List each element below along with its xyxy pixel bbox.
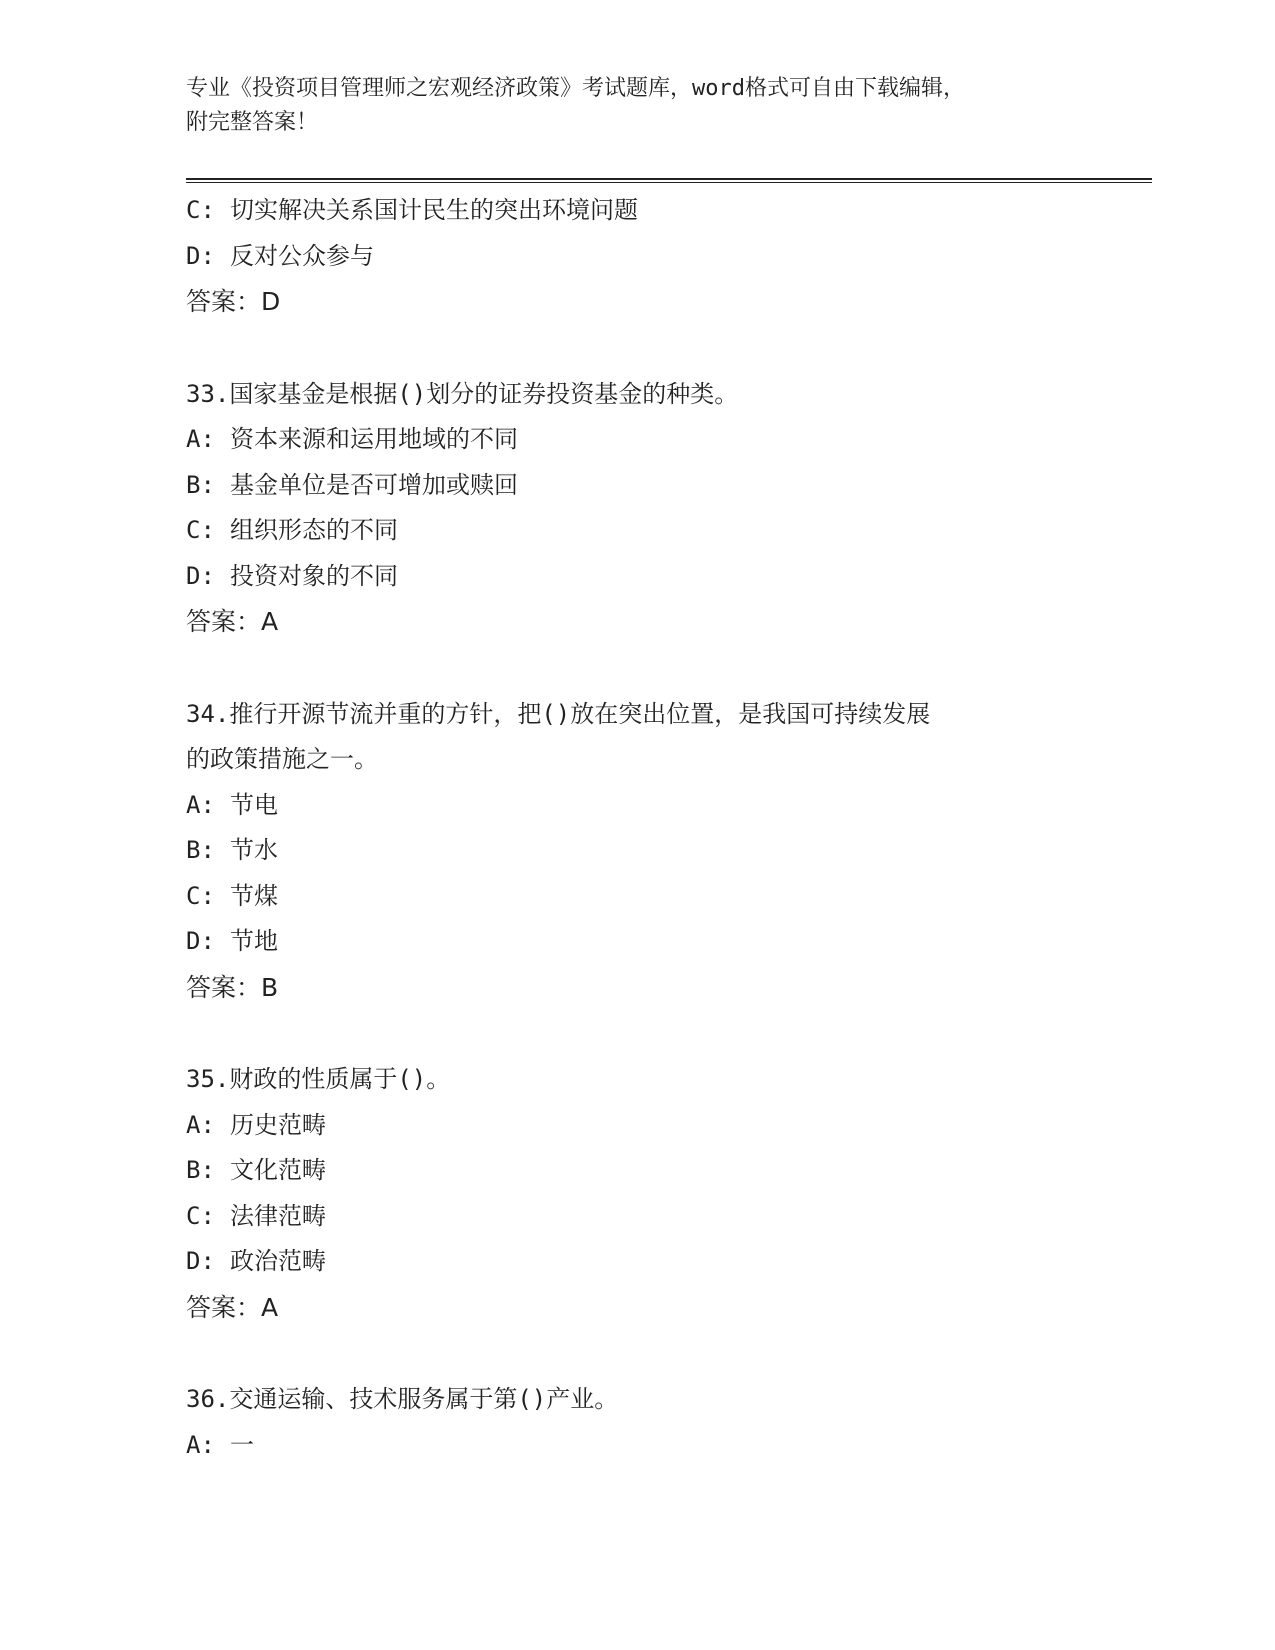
option-c (186, 1194, 1086, 1240)
question-text: 35.财政的性质属于()。 (186, 1065, 451, 1093)
option-c (186, 874, 1086, 920)
question-35 (186, 1057, 1086, 1330)
answer-line: 答案：D (186, 287, 281, 316)
question-list (186, 188, 1086, 1468)
option-key: D: (186, 241, 215, 270)
option-text: 法律范畴 (230, 1201, 326, 1230)
option-b (186, 463, 1086, 509)
option-key: C: (186, 196, 215, 224)
option-text: 反对公众参与 (230, 241, 374, 270)
question-33 (186, 372, 1086, 645)
option-key: C: (186, 1201, 215, 1230)
option-d (186, 919, 1086, 965)
option-text: 文化范畴 (230, 1156, 326, 1184)
question-34 (186, 692, 1086, 1011)
question-36 (186, 1377, 1086, 1468)
question-32-continued (186, 188, 1086, 325)
option-d (186, 554, 1086, 600)
option-text: 节电 (230, 790, 278, 819)
question-spacer (186, 1330, 1086, 1377)
option-key: A: (186, 790, 215, 819)
question-text-line-2: 的政策措施之一。 (186, 745, 378, 773)
option-a (186, 783, 1086, 829)
option-text: 切实解决关系国计民生的突出环境问题 (230, 196, 638, 224)
document-header (186, 72, 1066, 140)
question-text: 36.交通运输、技术服务属于第()产业。 (186, 1385, 619, 1413)
option-key: C: (186, 516, 215, 544)
option-c (186, 508, 1086, 554)
question-spacer (186, 645, 1086, 692)
option-key: B: (186, 1156, 215, 1184)
option-b (186, 1148, 1086, 1194)
option-key: C: (186, 881, 215, 910)
option-text: 资本来源和运用地域的不同 (230, 425, 518, 453)
option-key: D: (186, 561, 215, 590)
answer-line: 答案：A (186, 1292, 279, 1322)
option-text: 政治范畴 (230, 1247, 326, 1275)
option-a (186, 1103, 1086, 1149)
option-text: 基金单位是否可增加或赎回 (230, 470, 518, 499)
option-key: A: (186, 1110, 215, 1139)
question-text: 33.国家基金是根据()划分的证券投资基金的种类。 (186, 379, 739, 408)
option-key: A: (186, 425, 215, 453)
answer-line: 答案：A (186, 607, 279, 636)
option-text: 投资对象的不同 (230, 561, 398, 590)
option-a (186, 1423, 1086, 1469)
option-text: 一 (230, 1430, 254, 1459)
option-a (186, 417, 1086, 463)
option-c (186, 188, 1086, 234)
option-key: A: (186, 1430, 215, 1459)
answer-line: 答案：B (186, 972, 279, 1002)
option-d (186, 234, 1086, 280)
question-spacer (186, 325, 1086, 372)
header-line-1: 专业《投资项目管理师之宏观经济政策》考试题库，word格式可自由下载编辑， (186, 76, 965, 101)
option-d (186, 1239, 1086, 1285)
option-text: 节水 (230, 836, 278, 864)
header-divider (186, 178, 1152, 183)
option-key: D: (186, 1247, 215, 1275)
option-text: 节地 (230, 927, 278, 955)
option-key: D: (186, 927, 215, 955)
option-key: B: (186, 470, 215, 499)
option-key: B: (186, 836, 215, 864)
option-text: 历史范畴 (230, 1110, 326, 1139)
header-line-2: 附完整答案！ (186, 110, 319, 135)
option-b (186, 828, 1086, 874)
option-text: 组织形态的不同 (230, 516, 398, 544)
question-spacer (186, 1010, 1086, 1057)
option-text: 节煤 (230, 881, 278, 910)
question-text-line-1: 34.推行开源节流并重的方针，把()放在突出位置，是我国可持续发展 (186, 699, 931, 728)
